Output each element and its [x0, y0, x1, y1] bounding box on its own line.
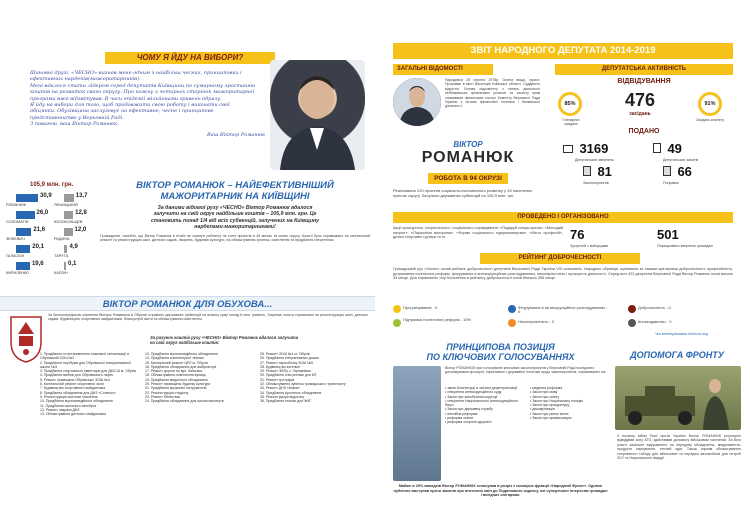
list-item: • декомунізація: [530, 407, 555, 412]
bar-value: 30,9: [40, 193, 52, 199]
list-item: 28. Будівництво котельні: [260, 364, 301, 369]
bar-label: ГАЛАСЮК: [6, 254, 25, 258]
chart-total: 105,9 млн. грн.: [30, 182, 74, 188]
district-text: Реалізовано 220 проектів соціально-економічного розвитку у 45 населених пунктах округу. Залучено державних субвенцій на 105,9 млн. грн.: [393, 188, 533, 198]
position-title: ПРИНЦИПОВА ПОЗИЦІЯ ПО КЛЮЧОВИХ ГОЛОСУВАННЯХ: [426, 342, 575, 362]
bar: [64, 228, 73, 236]
list-item: • Закон про прокуратуру: [530, 403, 570, 408]
list-item: 2. Придбання ноутбуків для Обухівської спеціалізованої школи №3: [40, 360, 131, 369]
project-list-col1: [40, 352, 140, 416]
list-item: 6. Капітальний ремонт спортивної зали: [40, 382, 104, 387]
bar-label: ЯНЧИЦЬКИЙ: [54, 203, 78, 207]
conducted-text: Акції культурного, патріотичного і соціального спрямування: «Подаруй сонцю крила», «Молодий патріот», «Параолімп вікторина», «Форми соціального підприємництва», «Місто професій», дитячі спортивні турніри та ін.: [393, 226, 563, 240]
sessions-count: 476 засідань: [624, 90, 656, 117]
headline-body: Громадянин, ганебно, що Віктор Романюк в нічиїх не оминуті рейтингу не сотні проектів в 45 містах та селах округу. Кошти було спрямовано на капітальний ремонт та реконструкцію шкіл, дитячих садків, лікарень, будинків культури, на облаштування зупинок, освітлення та придбання спецтехніки.: [100, 233, 370, 243]
legend-dot-2: [508, 305, 516, 313]
list-item: • Закон про мову: [530, 390, 558, 395]
deputy-photo: [393, 78, 441, 126]
bar-value: 12,0: [74, 227, 87, 233]
amendments-stat: 66 Поправок: [663, 164, 692, 185]
position-list-right: [530, 386, 610, 420]
list-item: 27. Ремонт харчоблоку ЗОШ №5: [260, 360, 313, 365]
list-item: • Закон про державну службу: [445, 407, 493, 412]
report-banner: ЗВІТ НАРОДНОГО ДЕПУТАТА 2014-2019: [393, 43, 733, 59]
document-icon: [653, 143, 661, 153]
why-banner: ЧОМУ Я ЙДУ НА ВИБОРИ?: [105, 52, 275, 64]
rada-photo: [393, 366, 441, 481]
list-item: • зміни Конституції в частині децентралізації: [445, 386, 518, 390]
list-item: 35. Реконструкція водогону: [260, 394, 305, 399]
list-item: 14. Придбання комп'ютерної техніки: [145, 356, 204, 361]
list-item: 23. Ремонт бібліотеки: [145, 394, 181, 399]
list-item: 10. Придбання мультимедійного обладнання: [40, 399, 113, 404]
subtext-line: За даними відомої руху «ЧЕСНО» Віктор Романюк вдалося: [157, 205, 313, 211]
list-item: 34. Придбання кухонного обладнання: [260, 390, 322, 395]
letter-block: [30, 70, 265, 180]
legend-dot-3: [628, 305, 636, 313]
list-item: • пенсійна реформа: [445, 411, 478, 416]
bar: [16, 228, 31, 236]
letter-line: представництво у Верховній Раді.: [30, 114, 124, 121]
list-item: • Закон про приватизацію: [530, 416, 572, 421]
letter-line: Шановні друзі, «ЧЕСНО» визнав мене одним з найбільш чесних, принципових і: [30, 70, 242, 76]
portrait-photo: [270, 60, 365, 170]
help-title: ДОПОМОГА ФРОНТУ: [630, 350, 724, 360]
bar-label: СОЛОМАТІН: [6, 220, 29, 224]
list-item: 15. Капітальний ремонт ЦРЛ м. Обухів: [145, 360, 208, 365]
plenary-attendance: 85%: [558, 92, 582, 116]
list-item: 13. Придбання мультимедійного обладнання: [145, 352, 218, 356]
bar: [64, 194, 74, 202]
subtext-line: залучити на свій округ найбільше коштів – 105,9 млн. грн. Це: [153, 211, 317, 218]
bar-value: 26,0: [36, 210, 49, 216]
legend-dot-4: [393, 319, 401, 327]
list-item: 33. Ремонт ДНЗ «Казка»: [260, 386, 300, 391]
letter-line: Мені вдалося стати лідером серед депутатів Київщини по сумарному зростанню: [30, 82, 256, 89]
filed-title: ПОДАНО: [628, 128, 660, 135]
headline: ВІКТОР РОМАНЮК – НАЙЕФЕКТИВНІШИЙ МАЖОРИТАРНИК НА КИЇВЩИНІ За даними відомої руху «ЧЕСНО» Віктор Романюк вдалося залучити на свій округ найбільше коштів – 105,9 млн. грн. Це становить понад 1/4 від всіх субвенцій, залучених на Київщину нардепами-мажоритарниками! Громадянин, ганебно, що Віктор Романюк в нічиїх не оминуті рейтингу не сотні проектів в 45 містах та селах округу. Кошти було спрямовано на капітальний ремонт та реконструкцію шкіл, дитячих садків, лікарень, будинків культури, на облаштування зупинок, освітлення та придбання спецтехніки.: [100, 180, 370, 243]
subtext-line: нардепами-мажоритарниками!: [194, 224, 276, 231]
letter-line: коштів на розвиток свого округу. Про кожну з чотирьох сторінок мажоритарної: [30, 89, 255, 96]
deputy-name: ВІКТОР РОМАНЮК РОБОТА В 94 ОКРУЗІ: [421, 140, 515, 182]
bar-label: ТАРУТА: [54, 254, 69, 258]
list-item: • створення антикорупційного суду: [445, 390, 502, 395]
right-page: [375, 0, 750, 532]
list-item: • реформа освіти: [445, 416, 474, 421]
list-item: 32. Облаштування зупинок громадського транспорту: [260, 382, 346, 387]
list-item: • Закон про запобігання корупції: [445, 394, 498, 399]
list-item: 24. Придбання обладнання для школи мистецтв: [145, 399, 224, 404]
position-note: Майже в 25% випадків Віктор РОМАНЮК голосував в розріз з позицією фракції «Народний Фронт». Однією публічно виступав проти законів про внесення змін до Податкового кодексу, які суперечили інтересам громадян і вигідних олігархам.: [393, 484, 608, 498]
list-item: • Закон про Національну поліцію: [530, 398, 584, 403]
letter-line: З повагою, ваш Віктор Романюк.: [30, 121, 119, 128]
list-item: 16. Придбання обладнання для амбулаторії: [145, 364, 217, 369]
citizens-stat: 501 Опрацьовано звернень громадян: [657, 227, 713, 248]
project-list-col3: [260, 352, 370, 404]
subtext-line: становить понад 1/4 від всіх субвенцій, залучених на Київщину: [150, 217, 320, 224]
legend-dot-6: [628, 319, 636, 327]
help-text: З початку війни Росії проти України Віктор РОМАНЮК регулярно відвідував зону АТО, здійснював допомогу військовим частинам. За його участі загальне відправлено на передову обладнання, медикаменти, продукти харчування, теплий одяг. Також сприяв облаштуванню спортивного табору для військових та передачі автомобілів для потреб ЗСУ та Національної гвардії.: [617, 434, 741, 461]
list-item: 4. Придбання меблів для Обухівського ліцею: [40, 373, 114, 378]
bar-label: РАДИНА: [54, 237, 70, 241]
source-note: *за матеріалами chesno.org: [655, 331, 708, 336]
legend-dot-1: [393, 305, 401, 313]
rating-legend: Прогумнування - 0 Фігурування в антикорупційних розслідуваннях - 0 Доброчесність - 0 Підтримка політичних реформ - 10% Неконфліктність - 0 Кнопкодавство - 0: [393, 305, 733, 329]
obukhiv-emblem: [8, 314, 44, 364]
list-item: 21. Придбання музичних інструментів: [145, 386, 207, 391]
list-item: 5. Ремонт приміщень Обухівської ЗОШ №4: [40, 377, 110, 382]
headline-subtext: [100, 205, 370, 231]
bar: [16, 211, 35, 219]
bar-value: 21,6: [33, 227, 46, 233]
bar: [16, 245, 30, 253]
list-item: 29. Ремонт ФАПу с. Германівка: [260, 369, 311, 374]
bill-icon: [583, 166, 591, 176]
plenary-label: Пленарних засідань: [562, 118, 580, 127]
letter-line: обіцянки. Обухівщина заслуговує на ефективне, чесне і принципове: [30, 108, 214, 115]
general-text: Народився 28 серпня 1978р. Освіта вища, юрист. Проживає в місті Васильків Київської області. Суддівість відсутня. Голова підкомітету з питань діяльності небанківських фінансових установ та захисту прав споживачів фінансових послуг Комітету Верховної Ради України з питань фінансової політики і банківської діяльності.: [445, 78, 540, 109]
list-item: 8. Придбання обладнання для ДНЗ «Сонечко»: [40, 390, 116, 395]
list-item: 20. Ремонт приміщень будинку культури: [145, 382, 211, 387]
list-item: 26. Придбання інтерактивних дошок: [260, 356, 319, 361]
appeals-stat: 3169 Депутатських звернень: [563, 140, 643, 162]
bar-label: КИРИЛЕНКО: [6, 271, 30, 275]
list-item: 19. Придбання медичного обладнання: [145, 377, 208, 382]
position-list-left: [445, 386, 525, 425]
list-item: 11. Придбання шкільного автобуса: [40, 403, 97, 408]
rating-text: Громадський рух «Чесно» склав рейтинг доброчесності депутатів Верховної Ради України VIII скликання. Народних обранців оцінювали за такими критеріями доброчесності: професійність, дотримання політичних реформ, фігурування в антикорупційних розслідуваннях, неконфліктність і прозорість діяльності. Серед всіх 423 депутатів Верховної Ради Віктор Романюк посів високе 33 місце. Для порівняння: Ігор Кононенко в рейтингу доброчесності посів близько 395 місце.: [393, 267, 733, 281]
pen-icon: [663, 166, 671, 176]
letter-line: Я йду на вибори для того, щоб продовжити свою роботу і виконати свої: [30, 102, 230, 109]
list-item: 17. Ремонт дороги по вул. Київська: [145, 369, 203, 374]
bar-value: 0,1: [68, 261, 77, 267]
signature: Ваш Віктор Романюк: [207, 131, 265, 138]
bar-value: 12,8: [75, 210, 87, 216]
rating-header: РЕЙТИНГ ДОБРОЧЕСНОСТІ: [480, 253, 640, 264]
list-item: 22. Реконструкція стадіону: [145, 390, 189, 395]
bar-value: 20,1: [32, 244, 44, 250]
list-item: 18. Облаштування освітлення вулиць: [145, 373, 206, 378]
letter-line: ефективних нардепів(мажоритарників).: [30, 76, 141, 83]
list-item: 13. Облаштування дитячого майданчика: [40, 412, 107, 417]
activity-header: ДЕПУТАТСЬКА АКТИВНІСТЬ: [555, 64, 733, 75]
list-item: 9. Реконструкція системи опалення: [40, 394, 98, 399]
committee-attendance: 91%: [698, 92, 722, 116]
letter-line: програми вже відзвітував. В часи епідемії мільйонами гривень одразу.: [30, 95, 222, 102]
list-item: • реформа охорони здоров'я: [445, 420, 492, 425]
meetings-stat: 76 Зустрічей з виборцями: [570, 227, 609, 248]
letter-text: [30, 70, 265, 128]
bar-label: ЗІНКЕВИЧ: [6, 237, 25, 241]
list-item: 3. Придбання спортивного інвентарю для ДЮСШ м. Обухів: [40, 369, 136, 374]
list-title: За рахунок коштів руху «ЧЕСНО» Віктор Романюк вдалося залучити на свій округ найбільше коштів:: [150, 335, 299, 345]
list-item: 1. Придбання та встановлення пожежної сигналізації в Обухівській ЗОШ №2: [40, 352, 129, 361]
bills-stat: 81 Законопроектів: [583, 164, 612, 185]
position-intro: Віктор РОМАНЮК при голосуванні ключових законопроектів у Верховній Раді послідовно дотримувався прозорої, ефективної і державної політики щодо законопроектів, спрямованих на:: [445, 366, 607, 375]
requests-stat: 49 Депутатських запитів: [653, 140, 733, 162]
bar-label: РОМАНЮК: [6, 203, 26, 207]
legend-dot-5: [508, 319, 516, 327]
attendance-title: ВІДВІДУВАННЯ: [617, 78, 671, 85]
bar-value: 19,6: [31, 261, 44, 267]
bar-label: КАПЛІН: [54, 271, 68, 275]
obukhiv-intro: За безпосередньою сприяння Віктора Романюка в Обухові отримано державних субвенцій на власну суму понад 6 млн. гривень. Зокрема, кошти спрямовані на реконструкцію шкіл, дитячих садків, будівництво спортивних майданчиків, благоустрій міста та облаштування освітлення.: [48, 313, 368, 322]
committee-label: Засідань комітету: [696, 118, 724, 122]
front-photo: [615, 366, 741, 430]
list-item: 36. Придбання техніки для ЖКГ: [260, 399, 312, 404]
bar-label: КОЛОКОЛЬЦЕВ: [54, 220, 83, 224]
bar: [64, 211, 73, 219]
conducted-header: ПРОВЕДЕНО І ОРГАНІЗОВАНО: [393, 212, 733, 223]
bar: [16, 194, 38, 202]
list-item: 31. Ремонт тротуарів: [260, 377, 295, 382]
list-item: 7. Будівництво спортивного майданчика: [40, 386, 106, 391]
obukhiv-banner: ВІКТОР РОМАНЮК ДЛЯ ОБУХОВА...: [0, 296, 375, 311]
bar: [16, 262, 30, 270]
subsidy-chart: [6, 182, 98, 282]
bar-value: 4,9: [69, 244, 78, 250]
list-item: 12. Ремонт покрівлі ДНЗ: [40, 407, 80, 412]
bar: [64, 262, 66, 270]
list-item: 30. Придбання спецтехніки для КП: [260, 373, 317, 378]
list-item: • Закон про ринок землі: [530, 411, 569, 416]
list-item: 25. Ремонт ЗОШ №1 м. Обухів: [260, 352, 310, 356]
list-item: • створення Національного антикорупційного бюро: [445, 398, 519, 408]
bar: [64, 245, 67, 253]
list-item: • медична реформа: [530, 386, 563, 390]
bar-value: 13,7: [75, 193, 88, 199]
general-header: ЗАГАЛЬНІ ВІДОМОСТІ: [393, 64, 493, 75]
mail-icon: [563, 145, 573, 153]
project-list-col2: [145, 352, 255, 404]
list-item: • Закон про освіту: [530, 394, 560, 399]
